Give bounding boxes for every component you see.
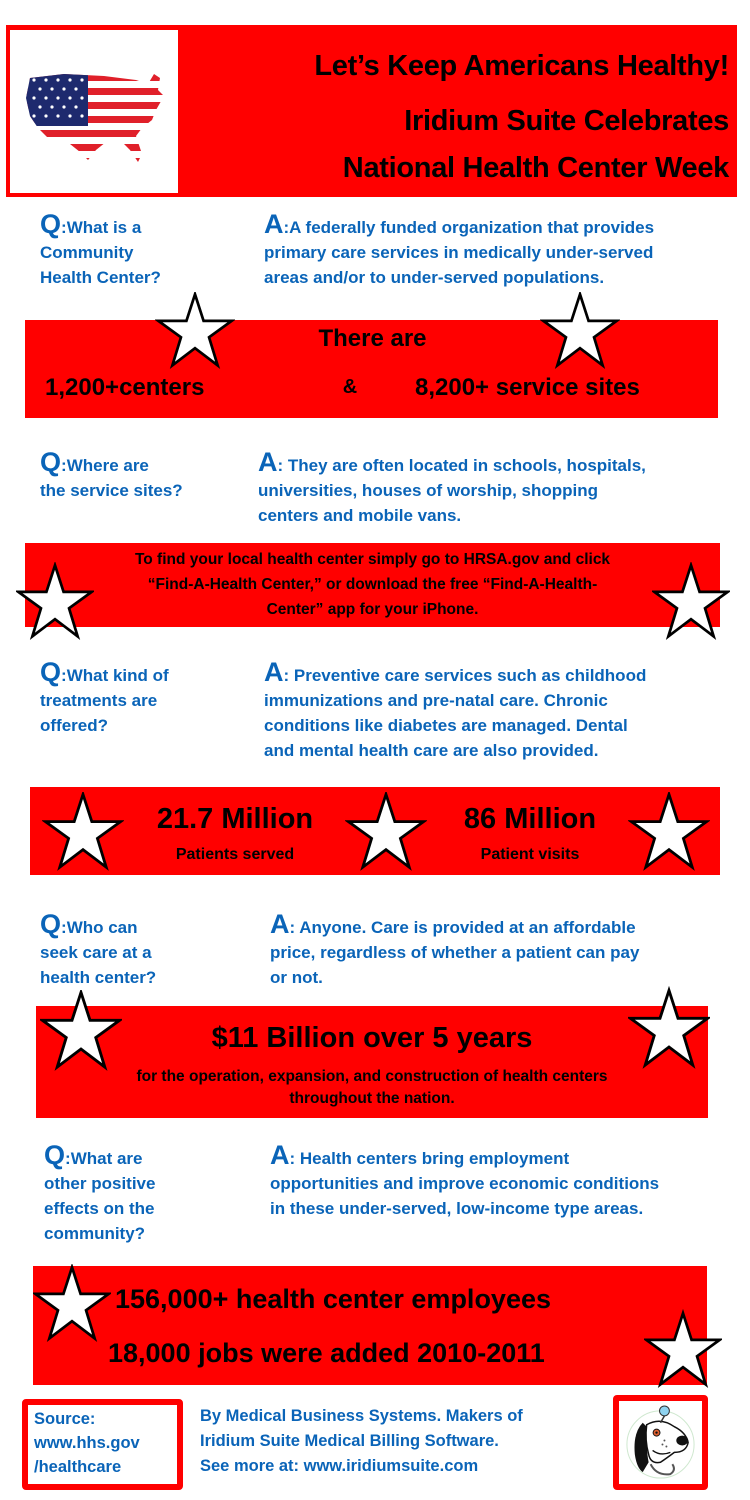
q-mark: Q	[40, 657, 62, 687]
centers-count: 1,200+centers	[45, 374, 205, 401]
patients-served-label: Patients served	[175, 846, 295, 863]
answer-line: in these under-served, low-income type areas.	[270, 1199, 644, 1218]
question-line: What is a	[66, 218, 142, 237]
question-line: community?	[44, 1224, 146, 1243]
us-map-flag-icon	[24, 70, 166, 166]
question-line: offered?	[40, 716, 108, 735]
answer-3	[264, 657, 749, 763]
flag-image-box	[10, 30, 178, 193]
a-mark: A	[258, 447, 278, 477]
answer-2	[258, 447, 748, 528]
answer-line: : They are often located in schools, hospitals,	[277, 456, 646, 475]
source-label: Source:	[34, 1410, 96, 1428]
header-banner	[6, 25, 737, 197]
answer-5	[270, 1140, 750, 1221]
answer-4	[270, 909, 750, 990]
answer-line: opportunities and improve economic conditions	[270, 1174, 660, 1193]
question-line: health center?	[40, 968, 157, 987]
credit-text	[200, 1404, 610, 1479]
source-box	[22, 1399, 183, 1490]
star-icon	[42, 792, 124, 872]
centers-ampersand: &	[342, 376, 358, 398]
question-line: effects on the	[44, 1199, 155, 1218]
find-line: To find your local health center simply go to HRSA.gov and click	[134, 551, 611, 568]
answer-line: price, regardless of whether a patient can pay	[270, 943, 640, 962]
centers-intro: There are	[318, 325, 427, 352]
source-link-path[interactable]: /healthcare	[34, 1458, 122, 1476]
header-title-line1: Let’s Keep Americans Healthy!	[314, 50, 729, 82]
answer-line: : Preventive care services such as childhood	[283, 666, 647, 685]
question-3: Q:What kind of treatments are offered?	[40, 660, 250, 738]
answer-line: or not.	[270, 968, 323, 987]
a-mark: A	[264, 209, 284, 239]
question-line: treatments are	[40, 691, 158, 710]
a-mark: A	[264, 657, 284, 687]
header-title-line3: National Health Center Week	[342, 152, 729, 184]
source-text	[34, 1407, 140, 1479]
question-line: What kind of	[66, 666, 169, 685]
funding-line: for the operation, expansion, and construction of health centers	[136, 1068, 608, 1085]
find-health-center-text	[25, 547, 720, 622]
question-5: Q:What are other positive effects on the community?	[44, 1143, 254, 1246]
funding-line: throughout the nation.	[289, 1090, 455, 1107]
answer-line: immunizations and pre-natal care. Chronic	[264, 691, 608, 710]
question-line: the service sites?	[40, 481, 183, 500]
star-icon	[628, 792, 710, 872]
a-mark: A	[270, 909, 290, 939]
star-icon	[33, 1264, 111, 1344]
star-icon	[16, 562, 94, 642]
patient-visits-label: Patient visits	[480, 846, 580, 863]
question-line: Health Center?	[40, 268, 161, 287]
q-mark: Q	[44, 1140, 66, 1170]
service-sites-count: 8,200+ service sites	[415, 374, 640, 401]
answer-line: A federally funded organization that provides	[289, 218, 655, 237]
funding-value: $11 Billion over 5 years	[211, 1022, 533, 1054]
star-icon	[155, 292, 235, 370]
star-icon	[652, 562, 730, 642]
question-1: Q:What is a Community Health Center?	[40, 212, 240, 290]
q-mark: Q	[40, 447, 62, 477]
credit-line: By Medical Business Systems. Makers of	[200, 1407, 523, 1425]
logo-box	[613, 1395, 708, 1490]
website-link[interactable]: See more at: www.iridiumsuite.com	[200, 1457, 479, 1475]
answer-line: conditions like diabetes are managed. Dental	[264, 716, 628, 735]
patients-served-value: 21.7 Million	[156, 803, 314, 835]
star-icon	[345, 792, 427, 872]
question-line: other positive	[44, 1174, 156, 1193]
answer-line: universities, houses of worship, shopping	[258, 481, 599, 500]
star-icon	[540, 292, 620, 370]
answer-1: A:A federally funded organization that provides primary care services in medically under-served areas and/or to under-served populations.	[264, 212, 744, 290]
cartoon-dog-logo-icon	[621, 1403, 700, 1482]
question-line: Who can	[66, 918, 138, 937]
answer-line: primary care services in medically under-served	[264, 243, 654, 262]
answer-line: : Health centers bring employment	[289, 1149, 570, 1168]
source-link[interactable]: www.hhs.gov	[34, 1434, 140, 1452]
answer-line: and mental health care are also provided.	[264, 741, 599, 760]
answer-line: areas and/or to under-served populations.	[264, 268, 605, 287]
funding-description	[36, 1066, 708, 1110]
employees-count: 156,000+ health center employees	[115, 1284, 551, 1314]
q-mark: Q	[40, 909, 62, 939]
question-line: What are	[70, 1149, 143, 1168]
find-line: “Find-A-Health Center,” or download the free “Find-A-Health-	[147, 576, 598, 593]
a-mark: A	[270, 1140, 290, 1170]
answer-line: centers and mobile vans.	[258, 506, 462, 525]
jobs-added: 18,000 jobs were added 2010-2011	[108, 1338, 545, 1368]
question-line: Where are	[66, 456, 149, 475]
question-line: Community	[40, 243, 134, 262]
question-line: seek care at a	[40, 943, 152, 962]
header-title-line2: Iridium Suite Celebrates	[404, 105, 729, 137]
patient-visits-value: 86 Million	[463, 803, 597, 835]
question-2: Q:Where are the service sites?	[40, 450, 240, 503]
q-mark: Q	[40, 209, 62, 239]
question-4: Q:Who can seek care at a health center?	[40, 912, 250, 990]
credit-line: Iridium Suite Medical Billing Software.	[200, 1432, 499, 1450]
find-line: Center” app for your iPhone.	[266, 601, 479, 618]
answer-line: : Anyone. Care is provided at an affordable	[289, 918, 636, 937]
